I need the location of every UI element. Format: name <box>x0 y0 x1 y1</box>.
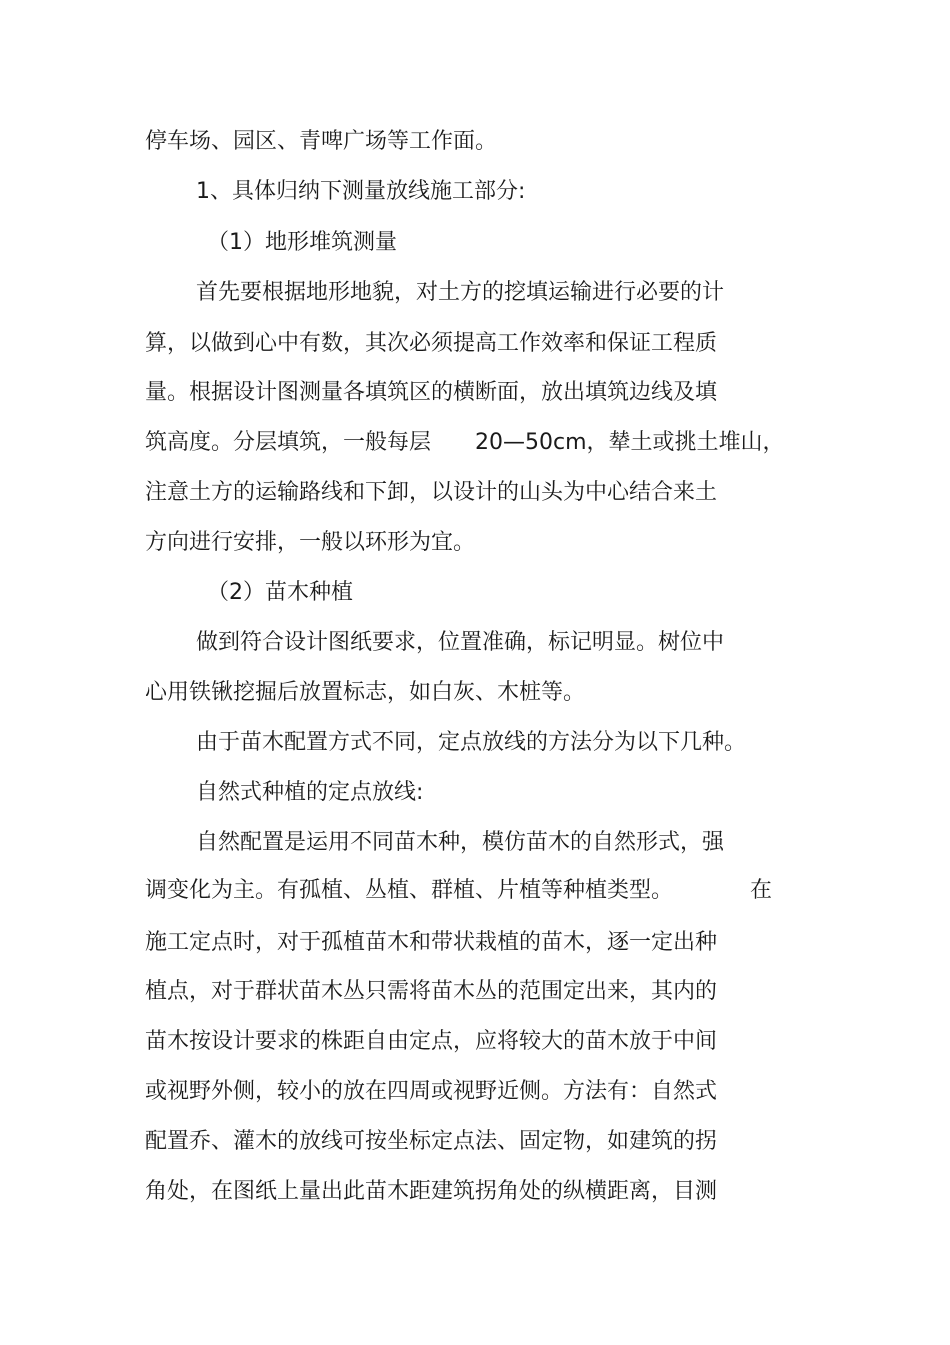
text-line-8: 注意土方的运输路线和下卸，以设计的山头为中心结合来土 <box>145 480 718 505</box>
text-line-1: 停车场、园区、青啤广场等工作面。 <box>145 129 498 154</box>
text-line-13: 由于苗木配置方式不同，定点放线的方法分为以下几种。 <box>196 730 747 755</box>
text-line-21: 配置乔、灌木的放线可按坐标定点法、固定物，如建筑的拐 <box>145 1129 718 1154</box>
text-line-6: 量。根据设计图测量各填筑区的横断面，放出填筑边线及填 <box>145 380 718 405</box>
subsection-heading-2: （2）苗木种植 <box>207 580 353 605</box>
text-line-15: 自然配置是运用不同苗木种，模仿苗木的自然形式，强 <box>196 830 725 855</box>
text-line-11: 做到符合设计图纸要求，位置准确，标记明显。树位中 <box>196 630 725 655</box>
text-line-14: 自然式种植的定点放线: <box>196 780 424 805</box>
text-line-7: 筑高度。分层填筑，一般每层 20—50cm，辇土或挑土堆山， <box>145 430 785 455</box>
text-line-5: 算，以做到心中有数，其次必须提高工作效率和保证工程质 <box>145 331 718 356</box>
text-line-18: 植点，对于群状苗木丛只需将苗木丛的范围定出来，其内的 <box>145 979 718 1004</box>
text-line-22: 角处，在图纸上量出此苗木距建筑拐角处的纵横距离，目测 <box>145 1179 718 1204</box>
subsection-heading-1: （1）地形堆筑测量 <box>207 230 397 255</box>
text-line-17: 施工定点时，对于孤植苗木和带状栽植的苗木，逐一定出种 <box>145 930 718 955</box>
text-line-19: 苗木按设计要求的株距自由定点，应将较大的苗木放于中间 <box>145 1029 718 1054</box>
text-line-9: 方向进行安排，一般以环形为宜。 <box>145 530 476 555</box>
text-line-12: 心用铁锹挖掘后放置标志，如白灰、木桩等。 <box>145 680 586 705</box>
section-heading-1: 1、具体归纳下测量放线施工部分: <box>196 179 526 204</box>
text-line-16: 调变化为主。有孤植、丛植、群植、片植等种植类型。 在 <box>145 878 773 903</box>
text-line-4: 首先要根据地形地貌，对土方的挖填运输进行必要的计 <box>196 280 725 305</box>
text-line-20: 或视野外侧，较小的放在四周或视野近侧。方法有：自然式 <box>145 1079 718 1104</box>
